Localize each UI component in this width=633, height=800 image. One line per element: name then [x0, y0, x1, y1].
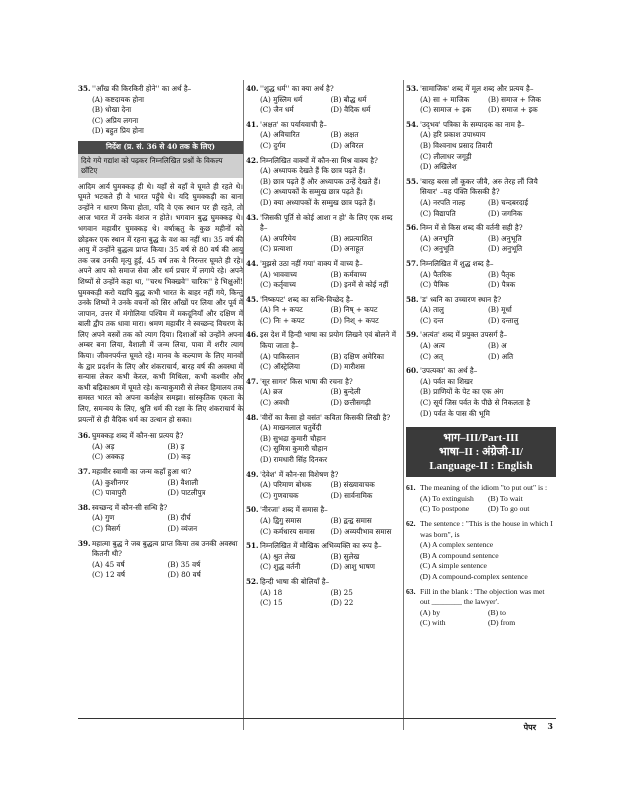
option: (D) आशु भाषण [330, 562, 375, 572]
question-49 [246, 470, 401, 502]
option: (B) संख्यावाचक [330, 480, 375, 490]
option: (B) To wait [488, 493, 523, 503]
option: (C) 12 वर्ष [92, 570, 125, 580]
column-divider-1 [243, 80, 244, 730]
option: (C) लीलाधर जगूड़ी [420, 151, 472, 161]
option: (B) समाज + जिक [488, 94, 541, 104]
option: (B) धोखा देना [92, 105, 132, 115]
option: (C) अवधी [260, 398, 290, 408]
option: (B) बुन्देली [330, 387, 361, 397]
option: (A) भाववाच्य [260, 269, 297, 279]
question-35 [78, 84, 243, 137]
option: (D) A compound-complex sentence [420, 571, 528, 581]
option: (B) ड़ [167, 441, 185, 451]
option: (C) अध्यापकों के सम्मुख छात्र पढ़ते हैं। [260, 187, 363, 197]
option: (A) A complex sentence [420, 540, 494, 550]
option: (D) क्या अध्यापकों के सम्मुख छात्र पढ़ते हैं। [260, 197, 376, 207]
question-number: 52. [246, 576, 259, 586]
option: (B) 25 [330, 587, 353, 597]
option: (C) To postpone [420, 504, 470, 514]
question-63 [406, 587, 556, 629]
option: (D) from [488, 618, 516, 628]
option: (A) 45 वर्ष [92, 559, 125, 569]
question-number: 50. [246, 505, 259, 515]
question-37 [78, 467, 243, 499]
question-48 [246, 413, 401, 466]
question-number: 51. [246, 541, 259, 551]
option: (D) निश् + कपट [330, 315, 379, 325]
option: (C) दन्त [420, 315, 444, 325]
question-number: 53. [406, 84, 419, 93]
option: (D) To go out [488, 504, 530, 514]
question-number: 43. [246, 212, 259, 222]
option: (C) अनुभूति [420, 244, 454, 254]
option: (A) To extinguish [420, 493, 474, 503]
option: (B) सुलेख [330, 551, 360, 561]
option: (A) by [420, 607, 441, 617]
option: (A) हरि प्रकाश उपाध्याय [420, 130, 486, 140]
question-text: घुमक्कड़ शब्द में कौन-सा प्रत्यय है? [92, 431, 184, 441]
option: (A) अविचारित [260, 130, 300, 140]
question-text: Fill in the blank : 'The objection was met out ________ the lawyer'. [420, 586, 545, 607]
question-text: 'जिसकी पूर्ति से कोई आशा न हो' के लिए एक शब्द है– [260, 212, 393, 233]
question-59 [406, 330, 556, 362]
option: (C) with [420, 618, 446, 628]
question-number: 49. [246, 469, 259, 479]
question-number: 47. [246, 376, 259, 386]
question-39 [78, 539, 243, 581]
option: (B) प्राणियों के पेट का एक अंग [420, 387, 504, 397]
question-text: 'अत्यंत' शब्द में प्रयुक्त उपसर्ग है– [420, 330, 508, 340]
option: (D) समाज + इक [488, 105, 538, 115]
section-banner-line: Language-II : English [429, 460, 533, 473]
section-banner-line: भाग–III/Part-III [443, 432, 519, 445]
question-text: 'अक्षत' का पर्यायवाची है– [260, 119, 327, 129]
column-2 [246, 84, 401, 613]
option: (C) पावापुरी [92, 488, 127, 498]
question-number: 40. [246, 84, 259, 93]
option: (C) दुर्गम [260, 140, 286, 150]
question-number: 42. [246, 155, 259, 165]
column-divider-2 [403, 80, 404, 730]
question-text: 'सूर सागर' किस भाषा की रचना है? [260, 376, 353, 386]
option: (C) विद्यापति [420, 208, 456, 218]
option: (D) जगनिक [488, 208, 523, 218]
question-42 [246, 156, 401, 209]
option: (A) श्रुत लेख [260, 551, 296, 561]
option: (D) बहुत प्रिय होना [92, 126, 144, 136]
option: (D) पर्वत के पास की भूमि [420, 408, 490, 418]
question-text: निम्न में से किस शब्द की वर्तनी सही है? [420, 223, 523, 233]
option: (C) पैत्रिक [420, 280, 449, 290]
question-51 [246, 541, 401, 573]
question-text: ''शुद्ध धर्म'' का क्या अर्थ है? [260, 84, 334, 93]
question-number: 46. [246, 330, 259, 340]
option: (D) अव्ययीभाव समास [330, 526, 392, 536]
column-1 [78, 84, 243, 585]
question-number: 60. [406, 366, 419, 376]
question-text: निम्नलिखित में शुद्ध शब्द है– [420, 258, 494, 268]
option: (C) प्रत्याशा [260, 244, 293, 254]
option: (C) सुमित्रा कुमारी चौहान [260, 444, 328, 454]
option: (B) चन्दबरदाई [488, 197, 529, 207]
option: (A) द्विगु समास [260, 515, 302, 525]
question-number: 48. [246, 412, 259, 422]
option: (C) ऑस्ट्रेलिया [260, 362, 300, 372]
option: (D) कड़ [167, 452, 191, 462]
option: (A) अध्यापक देखते हैं कि छात्र पढ़ते हैं। [260, 166, 366, 176]
question-36 [78, 431, 243, 463]
question-44 [246, 259, 401, 291]
question-number: 57. [406, 258, 419, 268]
option: (B) to [488, 607, 506, 617]
question-number: 44. [246, 258, 259, 268]
page-footer [78, 718, 556, 733]
option: (B) दीर्घ [167, 513, 191, 523]
question-61 [406, 483, 556, 515]
option: (A) मुस्लिम धर्म [260, 94, 303, 104]
question-text: 'मुझसे उठा नहीं गया' वाक्य में वाच्य है– [260, 258, 363, 268]
option: (D) सार्वनामिक [330, 490, 373, 500]
option: (A) पैतरिक [420, 269, 452, 279]
option: (C) सामाज + इक [420, 105, 472, 115]
option: (B) A compound sentence [420, 550, 499, 560]
option: (D) अविरल [330, 140, 364, 150]
option: (A) कुशीनगर [92, 477, 129, 487]
option: (A) सा + माजिक [420, 94, 470, 104]
option: (D) इनमें से कोई नहीं [330, 280, 389, 290]
question-text: 'बारह बरस लौं कूकर जीवै, अरु तेरह लौं जियै सियार' –यह पंक्ति किसकी है? [420, 176, 538, 197]
question-54 [406, 120, 556, 173]
option: (A) तालु [420, 305, 444, 315]
option: (B) बौद्ध धर्म [330, 94, 367, 104]
question-52 [246, 577, 401, 609]
option: (B) कर्मवाच्य [330, 269, 367, 279]
option: (A) अनभूति [420, 233, 454, 243]
option: (C) विसर्ग [92, 523, 121, 533]
question-number: 54. [406, 119, 419, 129]
question-55 [406, 177, 556, 219]
question-number: 36. [78, 431, 91, 441]
option: (D) अनुभूति [488, 244, 523, 254]
option: (C) गुणवाचक [260, 490, 299, 500]
option: (A) कष्टदायक होना [92, 94, 144, 104]
question-text: 'वीरों का कैसा हो वसंत' कविता किसकी लिखी है? [260, 412, 391, 422]
option: (B) विश्वनाथ प्रसाद तिवारी [420, 140, 493, 150]
option: (A) नि + कपट [260, 305, 303, 315]
option: (D) व्यंजन [167, 523, 198, 533]
question-56 [406, 223, 556, 255]
option: (A) माखनलाल चतुर्वेदी [260, 423, 322, 433]
question-number: 37. [78, 467, 91, 476]
question-text: महात्मा बुद्ध ने जब बुद्धत्व प्राप्त किया तब उनकी अवस्था कितनी थी? [92, 538, 238, 559]
passage: आदिम आर्य घुमक्कड़ ही थे। यहाँ से वहाँ वे घूमते ही रहते थे। घूमते भटकते ही वे भारत पहुँचे थे। यदि घुमक्कड़ी का बाना उन्होंने न धारण किया होता, यदि वे एक स्थान पर ही रहते, तो आज भारत में उनके वंशज न होते। भगवान बुद्ध घुमक्कड़ थे। भगवान महावीर घुमक्कड़ थे। वर्षाऋतु के कुछ महीनों को छोड़कर एक स्थान में रहना बुद्ध के वश का नहीं था। 35 वर्ष की आयु में उन्होंने बुद्धत्व प्राप्त किया। 35 वर्ष से 80 वर्ष की आयु तक जब उनकी मृत्यु हुई, 45 वर्ष तक वे निरन्तर घूमते ही रहे। अपने आप को समाज सेवा और धर्म प्रचार में लगाये रहे। अपने शिष्यों से उन्होंने कहा था, ''चरथ भिक्खवे'' चारिक'' हे भिक्षुओं! घुमक्कड़ी करो यद्यपि बुद्ध कभी भारत के बाहर नहीं गये, किन्तु उनके शिष्यों ने उनके वचनों को सिर आँखों पर लिया और पूर्व में जापान, उत्तर में मंगोलिया पश्चिम में मकदूनियाँ और दक्षिण में बाली द्वीप तक धावा मारा। श्रमण महावीर ने स्वच्छन्द विचरण के लिए अपने वस्त्रों तक को त्याग दिया। दिशाओं को उन्होंने अपना अम्बर बना लिया, वैशाली में जन्म लिया, पावा में शरीर त्याग किया। जीवनपर्यन्त घूमते रहे। मानव के कल्याण के लिए मानवों के द्वार प्रदर्शन के लिए और शंकराचार्य, बारह वर्ष की अवस्था में सन्यास लेकर कभी केरल, कभी मिथिला, कभी कश्मीर और कभी बद्रिकाश्रम में घूमते रहे। कन्याकुमारी से लेकर हिमालय तक समस्त भारत को अपना कर्मक्षेत्र समझा। सांस्कृतिक एकता के लिए, समन्वय के लिए, श्रुति धर्म की रक्षा के लिए शंकराचार्य के प्रयत्नों से ही वैदिक धर्म का उत्थान हो सका। [78, 181, 243, 424]
option: (A) नरपति नाल्ह [420, 197, 466, 207]
question-text: 'देवेश' में कौन-सा विशेषण है? [260, 469, 339, 479]
question-text: 'सामाजिक' शब्द में मूल शब्द और प्रत्यय है– [420, 84, 534, 93]
option: (A) अपरिमेय [260, 233, 296, 243]
option: (C) A simple sentence [420, 561, 487, 571]
option: (A) ब्रज [260, 387, 283, 397]
question-text: ''आँख की किरकिरी होने'' का अर्थ है– [92, 84, 192, 93]
page-number: 3 [547, 721, 553, 731]
option: (A) अड़ [92, 441, 115, 451]
option: (C) कर्मधारय समास [260, 526, 315, 536]
option: (B) अक्षत [330, 130, 359, 140]
option: (D) छत्तीसगढ़ी [330, 398, 371, 408]
option: (D) अनाहूत [330, 244, 364, 254]
option: (B) मूर्धा [488, 305, 512, 315]
option: (B) वैशाली [167, 477, 199, 487]
option: (B) अनुभूति [488, 233, 522, 243]
footer-label: पेपर [523, 722, 536, 732]
option: (D) पैत्रक [488, 280, 516, 290]
option: (B) अप्रत्याशित [330, 233, 373, 243]
question-number: 62. [406, 519, 416, 528]
question-45 [246, 295, 401, 327]
option: (B) द्वन्द्व समास [330, 515, 372, 525]
question-46 [246, 330, 401, 372]
option: (C) अप्रिय लगना [92, 115, 139, 125]
instruction-heading: निर्देश (प्र. सं. 36 से 40 तक के लिए) [78, 141, 243, 154]
question-number: 45. [246, 294, 259, 304]
question-number: 55. [406, 176, 419, 186]
option: (D) पाटलीपुत्र [167, 488, 206, 498]
option: (B) अ [488, 341, 507, 351]
question-58 [406, 295, 556, 327]
column-3 [406, 84, 556, 633]
question-text: निम्नलिखित वाक्यों में कौन-सा मिश्र वाक्य है? [260, 155, 378, 165]
question-number: 41. [246, 119, 259, 129]
option: (C) सूर्य जिस पर्वत के पीछे से निकलता है [420, 398, 531, 408]
option: (A) पाकिस्तान [260, 351, 300, 361]
option: (C) 15 [260, 598, 283, 608]
question-43 [246, 213, 401, 255]
option: (C) निः + कपट [260, 315, 305, 325]
option: (B) दक्षिण अमेरिका [330, 351, 384, 361]
question-text: इस देश में हिन्दी भाषा का प्रयोग लिखने एवं बोलने में किया जाता है– [260, 330, 396, 351]
question-62 [406, 519, 556, 583]
option: (C) कर्तृवाच्य [260, 280, 296, 290]
option: (C) अत् [420, 351, 443, 361]
option: (C) शुद्ध वर्तनी [260, 562, 301, 572]
question-number: 38. [78, 502, 91, 512]
question-number: 63. [406, 586, 416, 596]
question-number: 35. [78, 84, 91, 93]
option: (D) मारीशस [330, 362, 365, 372]
question-text: 'निष्कपट' शब्द का सन्धि-विच्छेद है– [260, 294, 354, 304]
option: (D) अखिलेश [420, 162, 457, 172]
section-banner-line: भाषा–II : अंग्रेजी-II/ [439, 446, 523, 459]
option: (A) 18 [260, 587, 283, 597]
option: (D) 80 वर्ष [167, 570, 201, 580]
option: (D) वैदिक धर्म [330, 105, 371, 115]
question-text: The meaning of the idiom "to put out" is : [420, 483, 548, 493]
question-text: 'ड' ध्वनि का उच्चारण स्थान है? [420, 294, 502, 304]
option: (B) 35 वर्ष [167, 559, 201, 569]
question-41 [246, 120, 401, 152]
option: (A) पर्वत का शिखर [420, 376, 473, 386]
question-text: 'उपत्यका' का अर्थ है– [420, 366, 478, 376]
question-text: 'उद्‌भव' पत्रिका के सम्पादक का नाम है– [420, 119, 525, 129]
question-text: हिन्दी भाषा की बोलियाँ है– [260, 576, 330, 586]
question-57 [406, 259, 556, 291]
option: (A) परिमाण बोधक [260, 480, 312, 490]
question-number: 59. [406, 330, 419, 340]
question-text: The sentence : "This is the house in which I was born", is [420, 519, 553, 539]
question-number: 39. [78, 538, 91, 548]
question-40 [246, 84, 401, 116]
question-text: स्वच्छन्द में कौन-सी सन्धि है? [92, 502, 168, 512]
question-number: 61. [406, 483, 416, 493]
question-text: निम्नलिखित में मौखिक अभिव्यक्ति का रूप है– [260, 541, 382, 551]
instruction-text: दिये गये गद्यांश को पढ़कर निम्नलिखित प्रश्नों के विकल्प छाँटिए [78, 154, 243, 178]
option: (A) गुण [92, 513, 115, 523]
question-47 [246, 377, 401, 409]
option: (D) दन्तालु [488, 315, 519, 325]
option: (D) अति [488, 351, 514, 361]
option: (B) पैतृक [488, 269, 515, 279]
question-50 [246, 505, 401, 537]
option: (B) सुभद्रा कुमारी चौहान [260, 433, 326, 443]
option: (C) अक्कड़ [92, 452, 125, 462]
option: (C) जैन धर्म [260, 105, 294, 115]
question-text: 'नीरजा' शब्द में समास है– [260, 505, 328, 515]
question-text: महावीर स्वामी का जन्म कहाँ हुआ था? [92, 467, 192, 476]
option: (D) 22 [330, 598, 354, 608]
option: (A) अत्य [420, 341, 445, 351]
question-38 [78, 503, 243, 535]
option: (B) निष् + कपट [330, 305, 378, 315]
question-60 [406, 366, 556, 419]
question-number: 58. [406, 294, 419, 304]
section-banner [406, 427, 556, 477]
question-53 [406, 84, 556, 116]
question-number: 56. [406, 223, 419, 233]
option: (B) छात्र पढ़ते हैं और अध्यापक उन्हें देखते हैं। [260, 176, 381, 186]
option: (D) रामधारी सिंह दिनकर [260, 455, 328, 464]
